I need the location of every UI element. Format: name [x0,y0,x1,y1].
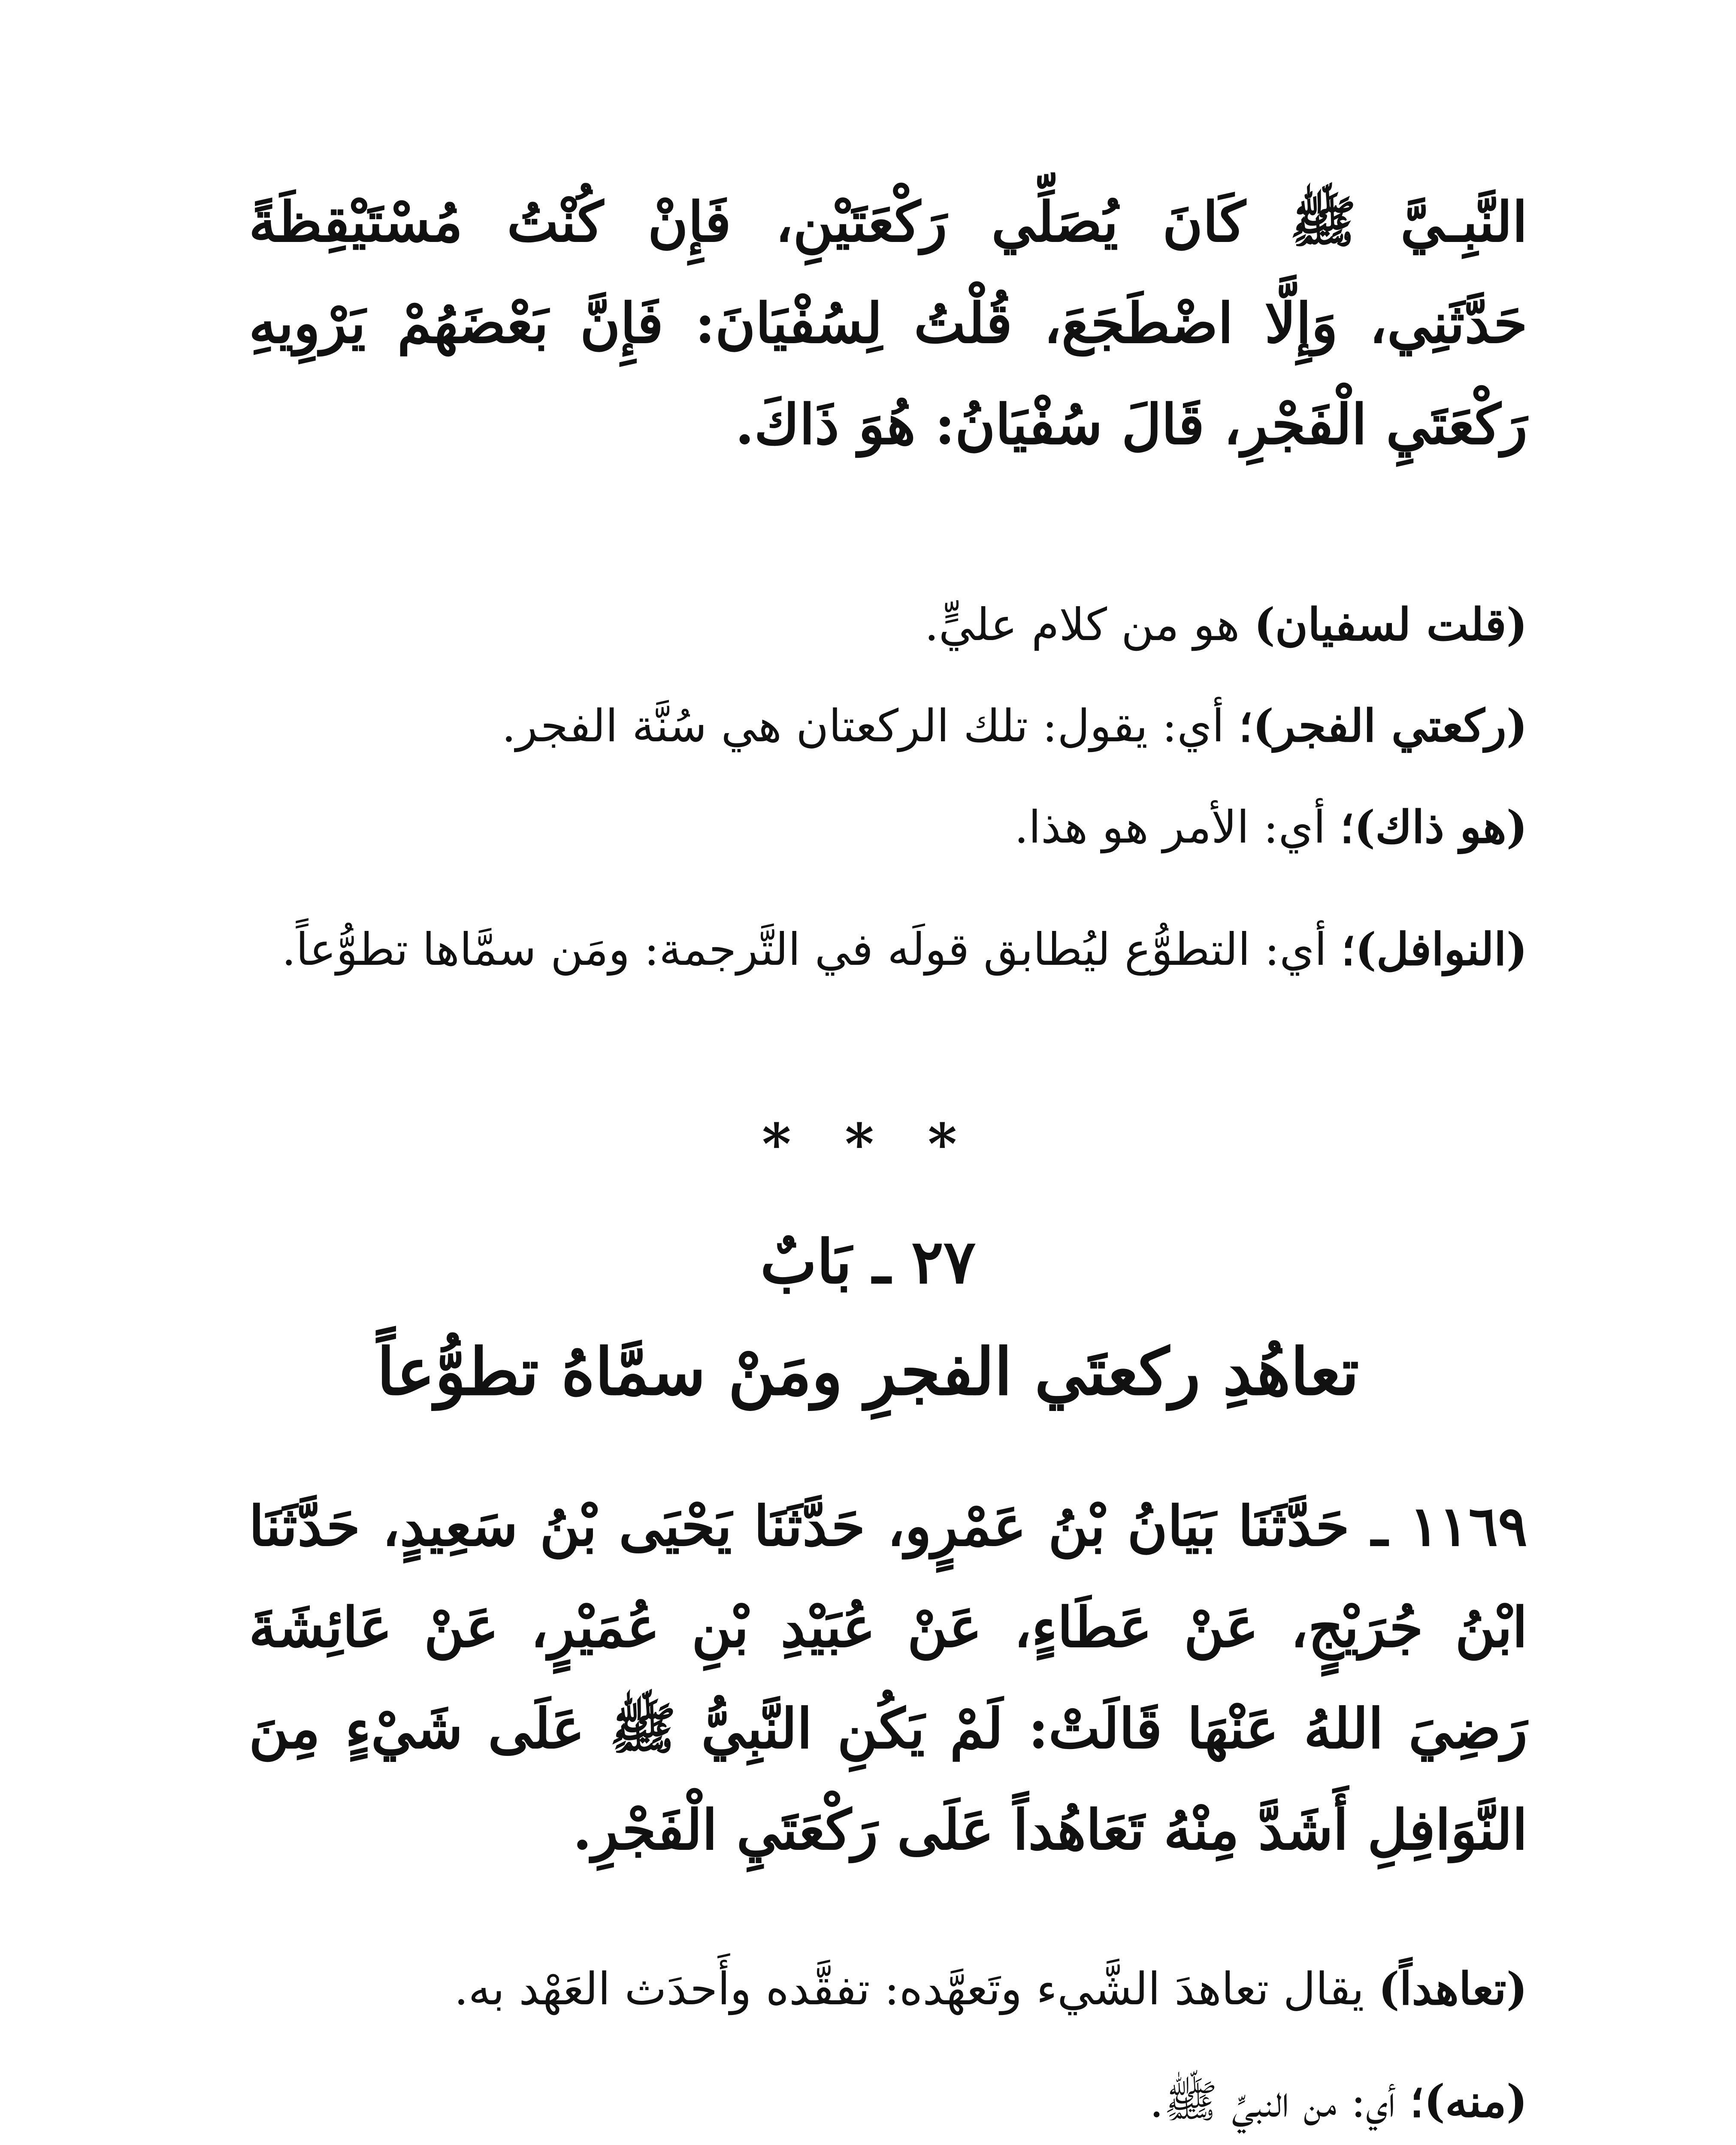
commentary-notes-2 [249,1952,1527,2138]
note-item [249,790,1527,864]
chapter-title: تعاهُدِ ركعتَي الفجرِ ومَنْ سمَّاهُ تطوُّعاً [377,1334,1359,1410]
note-item [249,891,1527,1007]
note-explanation: أي: من النبيِّ ﷺ. [1149,2075,1410,2127]
note-item [249,1952,1527,2026]
note-term: (هو ذاك)؛ [1340,801,1527,853]
note-explanation: أي: الأمر هو هذا. [1014,801,1340,853]
commentary-notes-1 [249,588,1527,1007]
note-explanation: أي: التطوُّع ليُطابق قولَه في التَّرجمة: ومَن سمَّاها تطوُّعاً. [281,923,1341,976]
chapter-number: ٢٧ ـ بَابٌ [760,1227,976,1297]
note-item [249,2064,1527,2138]
section-separator: * * * [762,1111,974,1177]
note-item [249,689,1527,763]
note-explanation: يقال تعاهدَ الشَّيء وتَعهَّده: تفقَّده وأَحدَث العَهْد به. [454,1963,1379,2015]
hadith-text: ١١٦٩ ـ حَدَّثَنَا بَيَانُ بْنُ عَمْرٍو، حَدَّثَنَا يَحْيَى بْنُ سَعِيدٍ، حَدَّثَنَا ابْنُ جُرَيْجٍ، عَنْ عَطَاءٍ، عَنْ عُبَيْدِ بْنِ عُمَيْرٍ، عَنْ عَائِشَةَ رَضِيَ اللهُ عَنْهَا قَالَتْ: لَمْ يَكُنِ النَّبِيُّ ﷺ عَلَى شَيْءٍ مِنَ النَّوَافِلِ أَشَدَّ مِنْهُ تَعَاهُداً عَلَى رَكْعَتَيِ الْفَجْرِ. [249,1494,1528,1862]
note-explanation: أي: يقول: تلك الركعتان هي سُنَّة الفجر. [502,700,1239,752]
note-term: (قلت لسفيان) [1254,598,1527,651]
note-explanation: هو من كلام عليٍّ. [924,598,1254,651]
note-term: (النوافل)؛ [1341,923,1527,976]
hadith-continuation [249,172,1527,475]
hadith-text: النَّبِـيَّ ﷺ كَانَ يُصَلِّي رَكْعَتَيْنِ، فَإِنْ كُنْتُ مُسْتَيْقِظَةً حَدَّثَنِي، وَإِلَّا اضْطَجَعَ، قُلْتُ لِسُفْيَانَ: فَإِنَّ بَعْضَهُمْ يَرْوِيهِ رَكْعَتَيِ الْفَجْرِ، قَالَ سُفْيَانُ: هُوَ ذَاكَ. [249,190,1527,457]
note-term: (تعاهداً) [1378,1962,1527,2015]
hadith-1169 [249,1476,1527,1881]
note-item [249,588,1527,662]
note-term: (ركعتي الفجر)؛ [1238,699,1527,752]
note-term: (منه)؛ [1409,2075,1527,2127]
